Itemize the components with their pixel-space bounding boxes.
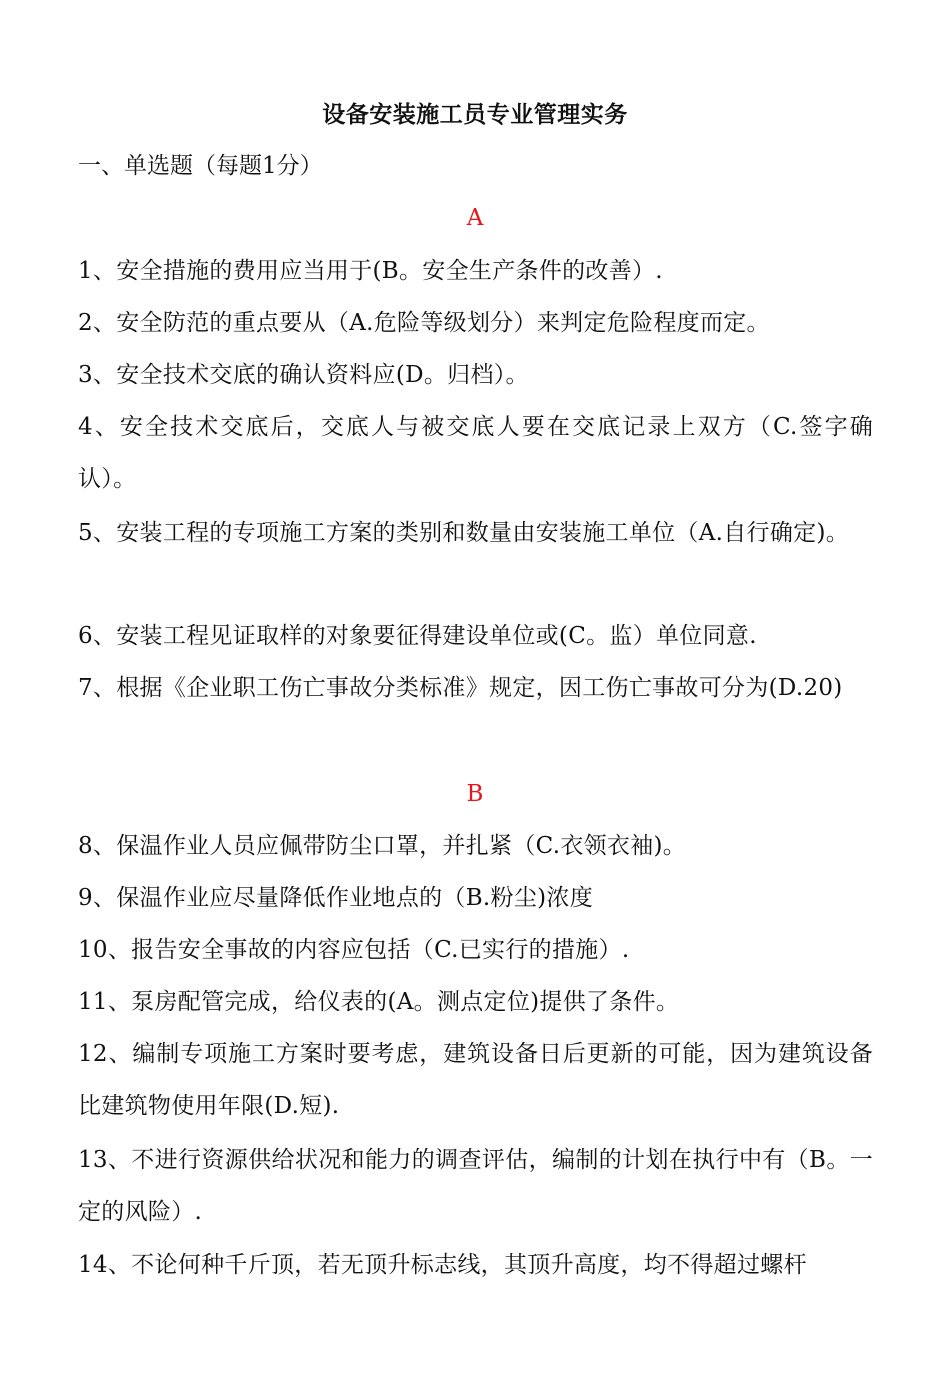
question-item: 13、不进行资源供给状况和能力的调查评估，编制的计划在执行中有（B。一定的风险）. bbox=[78, 1147, 873, 1225]
question-item: 1、安全措施的费用应当用于(B。安全生产条件的改善）. bbox=[78, 258, 663, 284]
question-item: 10、报告安全事故的内容应包括（C.已实行的措施）. bbox=[78, 937, 630, 963]
question-item: 3、安全技术交底的确认资料应(D。归档）。 bbox=[78, 362, 529, 388]
question-item: 7、根据《企业职工伤亡事故分类标准》规定，因工伤亡事故可分为(D.20) bbox=[78, 675, 843, 701]
question-item: 2、安全防范的重点要从（A.危险等级划分）来判定危险程度而定。 bbox=[78, 310, 770, 336]
section-label-b: B bbox=[466, 781, 484, 807]
question-item: 9、保温作业应尽量降低作业地点的（B.粉尘)浓度 bbox=[78, 885, 594, 911]
question-item: 4、安全技术交底后，交底人与被交底人要在交底记录上双方（C.签字确认）。 bbox=[78, 414, 873, 492]
question-item: 11、泵房配管完成，给仪表的(A。测点定位)提供了条件。 bbox=[78, 989, 680, 1015]
question-item: 5、安装工程的专项施工方案的类别和数量由安装施工单位（A.自行确定)。 bbox=[78, 520, 850, 546]
document-title: 设备安装施工员专业管理实务 bbox=[322, 102, 628, 128]
question-item: 14、不论何种千斤顶，若无顶升标志线，其顶升高度，均不得超过螺杆 bbox=[78, 1252, 807, 1278]
section-label-a: A bbox=[466, 205, 484, 231]
question-item: 8、保温作业人员应佩带防尘口罩，并扎紧（C.衣领衣袖)。 bbox=[78, 833, 687, 859]
part-heading: 一、单选题（每题1分） bbox=[78, 153, 323, 179]
question-item: 12、编制专项施工方案时要考虑，建筑设备日后更新的可能，因为建筑设备比建筑物使用年限(D.短). bbox=[78, 1041, 873, 1119]
question-item: 6、安装工程见证取样的对象要征得建设单位或(C。监）单位同意. bbox=[78, 623, 757, 649]
